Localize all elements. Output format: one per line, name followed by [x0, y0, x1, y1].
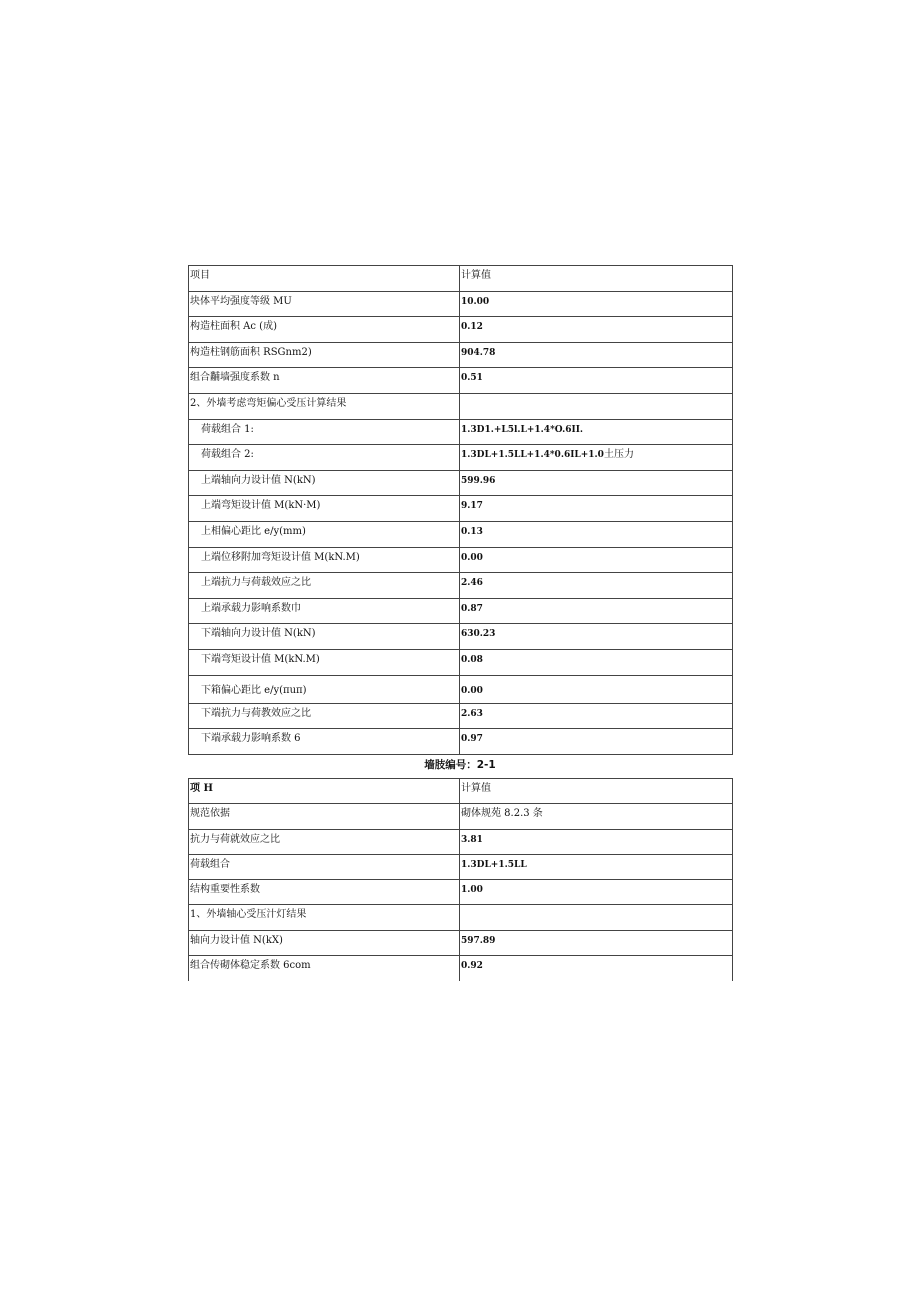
table-row [189, 521, 733, 547]
row-value [460, 445, 733, 471]
row-label: 上端轴向力设计值 N(kN) [189, 470, 460, 496]
row-label: 下箱偏心距比 e/y(πuπ) [189, 675, 460, 703]
wall-limb-caption: 墙肢编号：2-1 [424, 759, 496, 771]
row-label: 荷载组合 1: [189, 419, 460, 445]
table-row [189, 649, 733, 675]
row-value: 2.63 [460, 703, 733, 729]
row-label: 下端弯矩设计值 M(kN.M) [189, 649, 460, 675]
row-label: 荷载组合 [189, 854, 460, 879]
row-label: 下端抗力与荷教效应之比 [189, 703, 460, 729]
header-item-cell: 项 H [189, 779, 460, 804]
row-value: 10.00 [460, 291, 733, 317]
row-label: 构造柱面积 Ac (成) [189, 317, 460, 343]
row-value: 904.78 [460, 342, 733, 368]
row-label: 上端承载力影响系数巾 [189, 598, 460, 624]
table-row [189, 573, 733, 599]
row-label: 上端位移附加弯矩设计值 M(kN.M) [189, 547, 460, 573]
header-item-cell: 项目 [189, 266, 460, 292]
row-value: 1.00 [460, 880, 733, 905]
table-row [189, 342, 733, 368]
row-value: 2.46 [460, 573, 733, 599]
row-value: 砌体规苑 8.2.3 条 [460, 804, 733, 829]
row-value: 630.23 [460, 624, 733, 650]
row-value: 0.87 [460, 598, 733, 624]
row-label: 结构重要性系数 [189, 880, 460, 905]
row-value: 1.3DL+1.5LL [460, 854, 733, 879]
wall-limb-table [188, 778, 733, 981]
table-header-row [189, 779, 733, 804]
table-row [189, 470, 733, 496]
header-value-cell: 计算值 [460, 266, 733, 292]
row-value: 3.81 [460, 829, 733, 854]
load-combo-formula: 1.3DL+1.5LL+1.4*0.6IL+1.0 [461, 450, 604, 461]
table-row [189, 930, 733, 955]
row-value: 9.17 [460, 496, 733, 522]
row-label: 下端轴向力设计值 N(kN) [189, 624, 460, 650]
row-value: 0.08 [460, 649, 733, 675]
row-label: 上端抗力与荷载效应之比 [189, 573, 460, 599]
row-value: 597.89 [460, 930, 733, 955]
row-label: 上相偏心距比 e/y(mm) [189, 521, 460, 547]
load-combo-suffix: 土压力 [603, 449, 634, 461]
row-value: 0.13 [460, 521, 733, 547]
row-label: 组合传砌体稳定系数 6com [189, 956, 460, 981]
row-value: 0.97 [460, 729, 733, 755]
row-label: 上端弯矩设计值 M(kN·M) [189, 496, 460, 522]
row-value: 0.00 [460, 675, 733, 703]
row-value: 1.3D1.+L5l.L+1.4*O.6II. [460, 419, 733, 445]
section-heading-row [189, 393, 733, 419]
table-header-row [189, 266, 733, 292]
row-value [460, 393, 733, 419]
row-value: 599.96 [460, 470, 733, 496]
row-value: 0.00 [460, 547, 733, 573]
table-row [189, 624, 733, 650]
table-row [189, 729, 733, 755]
table-row [189, 419, 733, 445]
table-row [189, 317, 733, 343]
table-row [189, 291, 733, 317]
table-row [189, 956, 733, 981]
row-label: 抗力与荷就效应之比 [189, 829, 460, 854]
row-value: 0.92 [460, 956, 733, 981]
table-row [189, 445, 733, 471]
row-label: 块体平均强度等级 MU [189, 291, 460, 317]
section-heading-row [189, 905, 733, 930]
load-calculation-table [188, 265, 733, 755]
header-value-cell: 计算值 [460, 779, 733, 804]
table-row [189, 854, 733, 879]
section-heading: 2、外墙考虑弯矩偏心受压计算结果 [189, 393, 460, 419]
table-row [189, 675, 733, 703]
table-row [189, 496, 733, 522]
row-label: 下端承载力影响系数 6 [189, 729, 460, 755]
table-row [189, 547, 733, 573]
table-row [189, 804, 733, 829]
row-label: 构造柱钢筋面积 RSGnm2) [189, 342, 460, 368]
row-label: 荷载组合 2: [189, 445, 460, 471]
row-value: 0.51 [460, 368, 733, 394]
row-label: 轴向力设计值 N(kX) [189, 930, 460, 955]
table-row [189, 368, 733, 394]
row-label: 规范依据 [189, 804, 460, 829]
row-value [460, 905, 733, 930]
section-heading: 1、外墙轴心受压汁灯结果 [189, 905, 460, 930]
row-value: 0.12 [460, 317, 733, 343]
table-row [189, 598, 733, 624]
row-label: 组合黼墙强度系数 n [189, 368, 460, 394]
table-row [189, 829, 733, 854]
table-row [189, 703, 733, 729]
table-row [189, 880, 733, 905]
